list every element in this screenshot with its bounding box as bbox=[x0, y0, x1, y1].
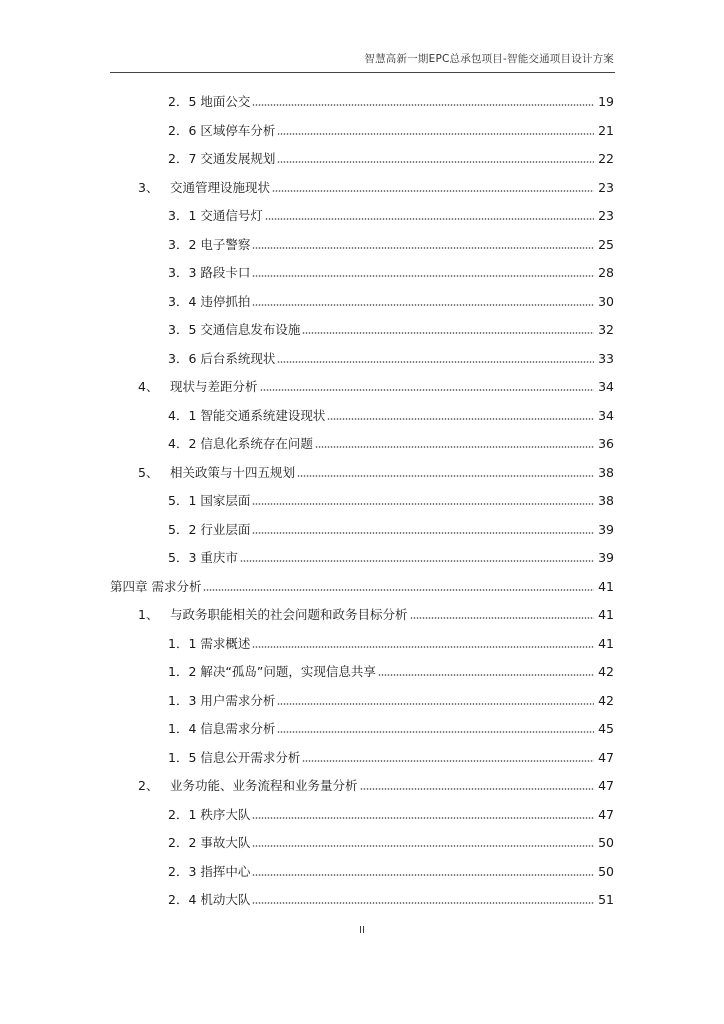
toc-dot-leader bbox=[252, 247, 594, 249]
toc-entry-label: 国家层面 bbox=[200, 493, 251, 508]
toc-entry-label: 信息需求分析 bbox=[200, 721, 276, 736]
toc-entry-page: 28 bbox=[598, 265, 614, 280]
toc-dot-leader bbox=[240, 560, 594, 562]
toc-entry-label: 后台系统现状 bbox=[200, 350, 276, 366]
toc-entry-label: 指挥中心 bbox=[200, 863, 251, 879]
toc-entry-title bbox=[168, 750, 302, 766]
toc-entry[interactable] bbox=[168, 259, 614, 281]
toc-entry-page: 42 bbox=[598, 692, 614, 708]
toc-entry-label: 重庆市 bbox=[200, 550, 238, 565]
toc-entry-label: 秩序大队 bbox=[200, 806, 251, 822]
toc-entry-page: 47 bbox=[598, 806, 614, 822]
toc-entry-title bbox=[138, 607, 410, 623]
toc-entry-title bbox=[168, 493, 252, 509]
toc-entry-label: 业务功能、业务流程和业务量分析 bbox=[170, 778, 358, 793]
toc-entry[interactable] bbox=[138, 459, 614, 481]
toc-entry-label: 用户需求分析 bbox=[200, 692, 276, 708]
toc-entry-number: 2．1 bbox=[168, 806, 197, 822]
toc-entry-label: 路段卡口 bbox=[200, 265, 251, 280]
toc-entry-page: 23 bbox=[598, 179, 614, 195]
toc-entry-label: 相关政策与十四五规划 bbox=[170, 464, 296, 480]
toc-entry-label: 交通发展规划 bbox=[200, 151, 276, 166]
toc-entry-number: 3．6 bbox=[168, 350, 197, 366]
toc-entry-page: 38 bbox=[598, 464, 614, 480]
toc-entry-number: 2．2 bbox=[168, 835, 197, 850]
toc-entry-title bbox=[168, 436, 315, 452]
toc-entry[interactable] bbox=[168, 744, 614, 766]
toc-entry-number: 2．5 bbox=[168, 94, 197, 109]
toc-entry-label: 交通信息发布设施 bbox=[200, 322, 301, 337]
toc-entry-title bbox=[168, 835, 252, 851]
toc-entry-title bbox=[168, 664, 378, 680]
toc-entry[interactable] bbox=[138, 772, 614, 794]
toc-entry-number: 5．1 bbox=[168, 493, 197, 508]
toc-entry-number: 3．1 bbox=[168, 208, 197, 223]
toc-entry-number: 1．5 bbox=[168, 749, 197, 765]
toc-entry-page: 50 bbox=[598, 835, 614, 850]
toc-dot-leader bbox=[360, 788, 594, 790]
toc-entry[interactable] bbox=[168, 231, 614, 253]
toc-entry-number: 1．3 bbox=[168, 692, 197, 708]
toc-dot-leader bbox=[277, 703, 594, 705]
toc-entry-label: 行业层面 bbox=[200, 521, 251, 537]
toc-entry-number: 1．1 bbox=[168, 635, 197, 651]
toc-entry-label: 事故大队 bbox=[200, 835, 251, 850]
toc-entry-label: 与政务职能相关的社会问题和政务目标分析 bbox=[170, 607, 408, 622]
toc-dot-leader bbox=[272, 190, 594, 192]
toc-entry-title bbox=[168, 522, 252, 538]
toc-entry-number: 4、 bbox=[138, 379, 159, 394]
toc-entry-title bbox=[168, 892, 252, 908]
toc-entry-page: 22 bbox=[598, 151, 614, 166]
toc-entry-number: 3、 bbox=[138, 179, 159, 195]
toc-entry-label: 现状与差距分析 bbox=[170, 379, 258, 394]
toc-entry-number: 5、 bbox=[138, 464, 159, 480]
header-rule bbox=[110, 72, 615, 73]
toc-dot-leader bbox=[277, 133, 594, 135]
toc-entry-title bbox=[168, 807, 252, 823]
toc-entry-page: 47 bbox=[598, 778, 614, 793]
page-number: II bbox=[359, 925, 365, 936]
toc-entry[interactable] bbox=[168, 630, 614, 652]
toc-dot-leader bbox=[302, 332, 594, 334]
toc-entry[interactable] bbox=[168, 202, 614, 224]
toc-entry-title bbox=[168, 408, 327, 424]
toc-entry-page: 32 bbox=[598, 322, 614, 337]
toc-entry-title bbox=[168, 721, 277, 737]
toc-entry-label: 第四章 需求分析 bbox=[110, 578, 202, 594]
toc-dot-leader bbox=[410, 617, 594, 619]
toc-dot-leader bbox=[203, 589, 594, 591]
toc-entry-label: 解决“孤岛”问题，实现信息共享 bbox=[200, 664, 376, 679]
toc-entry-page: 38 bbox=[598, 493, 614, 508]
toc-dot-leader bbox=[252, 275, 594, 277]
toc-entry-page: 33 bbox=[598, 350, 614, 366]
toc-entry-page: 21 bbox=[598, 122, 614, 138]
toc-entry-page: 34 bbox=[598, 407, 614, 423]
toc-entry[interactable] bbox=[168, 145, 614, 167]
toc-dot-leader bbox=[252, 817, 594, 819]
toc-entry-page: 19 bbox=[598, 94, 614, 109]
toc-dot-leader bbox=[327, 418, 594, 420]
toc-entry-page: 39 bbox=[598, 521, 614, 537]
toc-entry[interactable] bbox=[168, 316, 614, 338]
toc-entry-page: 23 bbox=[598, 208, 614, 223]
toc-dot-leader bbox=[252, 532, 594, 534]
toc-entry-page: 41 bbox=[598, 607, 614, 622]
toc-entry-title bbox=[168, 864, 252, 880]
toc-entry[interactable] bbox=[168, 117, 614, 139]
toc-entry-number: 5．2 bbox=[168, 521, 197, 537]
toc-dot-leader bbox=[378, 674, 594, 676]
toc-entry-page: 39 bbox=[598, 550, 614, 565]
toc-entry-number: 5．3 bbox=[168, 550, 197, 565]
toc-entry-page: 30 bbox=[598, 293, 614, 309]
toc-entry-number: 1．2 bbox=[168, 664, 197, 679]
toc-entry-title bbox=[168, 550, 240, 566]
toc-entry[interactable] bbox=[168, 858, 614, 880]
toc-entry-title bbox=[138, 465, 297, 481]
toc-entry[interactable] bbox=[168, 487, 614, 509]
toc-dot-leader bbox=[252, 874, 594, 876]
toc-entry[interactable] bbox=[168, 544, 614, 566]
toc-entry-title bbox=[138, 180, 272, 196]
toc-entry-number: 3．3 bbox=[168, 265, 197, 280]
toc-entry[interactable] bbox=[168, 516, 614, 538]
toc-entry-page: 45 bbox=[598, 721, 614, 736]
toc-entry-label: 违停抓拍 bbox=[200, 293, 251, 309]
toc-dot-leader bbox=[252, 646, 594, 648]
toc-entry-number: 2．6 bbox=[168, 122, 197, 138]
toc-entry-page: 50 bbox=[598, 863, 614, 879]
toc-entry[interactable] bbox=[168, 88, 614, 110]
toc-entry-page: 41 bbox=[598, 635, 614, 651]
toc-entry-number: 4．2 bbox=[168, 436, 197, 451]
toc-dot-leader bbox=[252, 104, 594, 106]
toc-entry-label: 交通信号灯 bbox=[200, 208, 263, 223]
toc-entry-label: 地面公交 bbox=[200, 94, 251, 109]
toc-entry[interactable] bbox=[168, 345, 614, 367]
toc-dot-leader bbox=[277, 161, 594, 163]
toc-entry-title bbox=[168, 151, 277, 167]
toc-dot-leader bbox=[277, 361, 594, 363]
toc-entry[interactable] bbox=[168, 829, 614, 851]
toc-entry-number: 3．5 bbox=[168, 322, 197, 337]
toc-entry-page: 34 bbox=[598, 379, 614, 394]
toc-dot-leader bbox=[260, 389, 594, 391]
toc-entry[interactable] bbox=[138, 174, 614, 196]
toc-entry-title bbox=[168, 208, 265, 224]
toc-entry-number: 3．4 bbox=[168, 293, 197, 309]
toc-entry-label: 交通管理设施现状 bbox=[170, 179, 271, 195]
toc-entry-number: 4．1 bbox=[168, 407, 197, 423]
toc-entry-number: 2、 bbox=[138, 778, 159, 793]
toc-entry-number: 2．3 bbox=[168, 863, 197, 879]
toc-entry-label: 信息公开需求分析 bbox=[200, 749, 301, 765]
toc-dot-leader bbox=[252, 304, 594, 306]
toc-entry-number: 1．4 bbox=[168, 721, 197, 736]
toc-entry-number: 3．2 bbox=[168, 236, 197, 252]
toc-entry-title bbox=[110, 579, 203, 595]
toc-entry[interactable] bbox=[168, 658, 614, 680]
toc-dot-leader bbox=[252, 902, 594, 904]
toc-entry-title bbox=[168, 237, 252, 253]
toc-entry-title bbox=[168, 693, 277, 709]
page-header: 智慧高新一期EPC总承包项目-智能交通项目设计方案 bbox=[364, 53, 614, 65]
toc-entry-page: 25 bbox=[598, 236, 614, 252]
toc-entry-number: 2．7 bbox=[168, 151, 197, 166]
toc-entry-number: 1、 bbox=[138, 607, 159, 622]
toc-entry-label: 需求概述 bbox=[200, 635, 251, 651]
toc-entry-title bbox=[168, 94, 252, 110]
toc-entry[interactable] bbox=[168, 687, 614, 709]
toc-entry-page: 36 bbox=[598, 436, 614, 451]
toc-entry[interactable] bbox=[138, 373, 614, 395]
toc-entry-title bbox=[138, 778, 360, 794]
toc-entry-label: 信息化系统存在问题 bbox=[200, 436, 313, 451]
toc-dot-leader bbox=[302, 760, 594, 762]
toc-dot-leader bbox=[265, 218, 594, 220]
toc-entry-title bbox=[168, 294, 252, 310]
toc-entry-label: 电子警察 bbox=[200, 236, 251, 252]
toc-entry-title bbox=[168, 265, 252, 281]
toc-entry[interactable] bbox=[138, 601, 614, 623]
toc-dot-leader bbox=[252, 845, 594, 847]
toc-dot-leader bbox=[252, 503, 594, 505]
toc-entry[interactable] bbox=[168, 715, 614, 737]
toc-entry-title bbox=[168, 351, 277, 367]
toc-entry-label: 智能交通系统建设现状 bbox=[200, 407, 326, 423]
toc-entry-page: 41 bbox=[598, 578, 614, 594]
toc-entry-title bbox=[168, 636, 252, 652]
toc-dot-leader bbox=[315, 446, 594, 448]
toc-entry[interactable] bbox=[168, 430, 614, 452]
toc-entry-label: 机动大队 bbox=[200, 892, 251, 907]
toc-entry[interactable] bbox=[168, 402, 614, 424]
toc-entry-page: 47 bbox=[598, 749, 614, 765]
toc-entry-title bbox=[168, 322, 302, 338]
toc-entry-number: 2．4 bbox=[168, 892, 197, 907]
toc-entry[interactable] bbox=[168, 288, 614, 310]
toc-entry-page: 42 bbox=[598, 664, 614, 679]
toc-dot-leader bbox=[277, 731, 594, 733]
toc-entry-label: 区域停车分析 bbox=[200, 122, 276, 138]
toc-entry[interactable] bbox=[168, 886, 614, 908]
toc-entry-page: 51 bbox=[598, 892, 614, 907]
toc-dot-leader bbox=[297, 475, 594, 477]
toc-entry-title bbox=[138, 379, 260, 395]
toc-entry-title bbox=[168, 123, 277, 139]
toc-entry[interactable] bbox=[168, 801, 614, 823]
toc-entry[interactable] bbox=[110, 573, 614, 595]
